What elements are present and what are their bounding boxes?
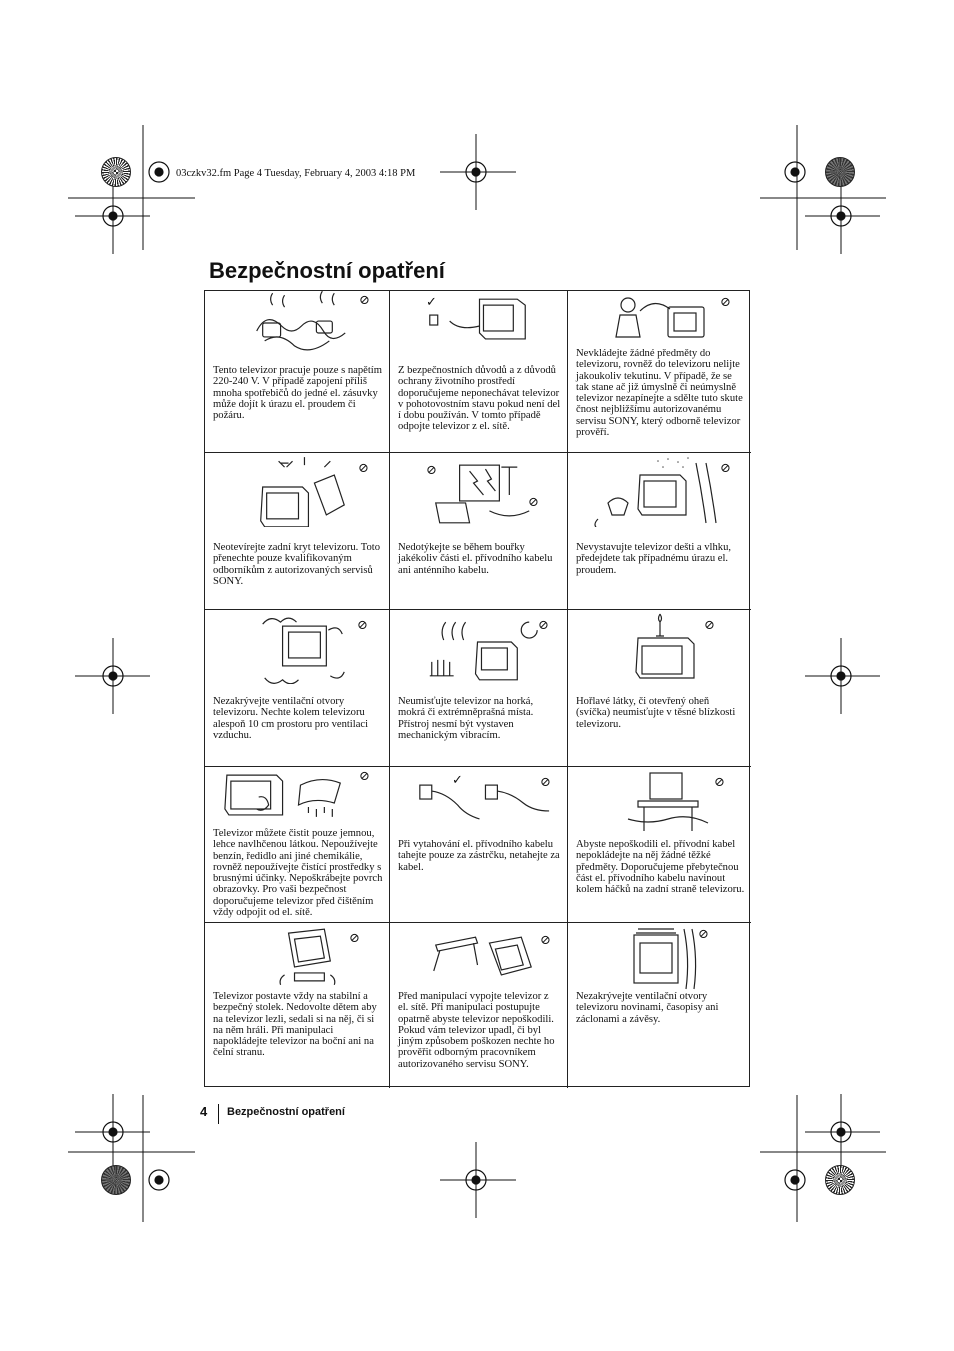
prohibited-icon: ⊘ xyxy=(704,617,715,632)
allowed-check-icon: ✓ xyxy=(426,294,437,309)
allowed-check-icon: ✓ xyxy=(452,772,463,787)
print-header: 03czkv32.fm Page 4 Tuesday, February 4, 2003 4:18 PM xyxy=(176,168,416,179)
prohibited-icon: ⊘ xyxy=(714,774,725,789)
safety-text: Z bezpečnostních důvodů a z důvodů ochrany životního prostředí doporučujeme neponechávat televizor v pohotovostním stavu pokud není del í dobu používán. V tomto případě odpojte televizor z el. sítě. xyxy=(398,365,561,433)
prohibited-icon: ⊘ xyxy=(426,462,437,477)
safety-text: Hořlavé látky, či otevřený oheň (svíčka) neumisťujte v těsné blízkosti televizoru. xyxy=(576,696,736,730)
safety-text: Abyste nepoškodili el. přívodní kabel nepokládejte na něj žádné těžké předměty. Doporučujeme přebytečnou část el. přívodního kabelu navinout kolem háčků na zadní straně televizoru. xyxy=(576,839,745,896)
safety-text: Nedotýkejte se během bouřky jakékoliv části el. přívodního kabelu ani anténního kabelu. xyxy=(398,542,553,576)
registration-rosette xyxy=(825,157,855,187)
prohibited-icon: ⊘ xyxy=(720,460,731,475)
safety-text: Televizor postavte vždy na stabilní a bezpečný stolek. Nedovolte dětem aby na televizor lezli, sedali si na něj, či si na něm hráli. Při manipulaci napokládejte televizor na boční ani na čelní stranu. xyxy=(213,991,377,1059)
prohibited-icon: ⊘ xyxy=(698,926,709,941)
safety-text: Při vytahování el. přívodního kabelu tahejte pouze za zástrčku, netahejte za kabel. xyxy=(398,839,560,873)
prohibited-icon: ⊘ xyxy=(359,292,370,307)
safety-text: Tento televizor pracuje pouze s napětím 220-240 V. V případě zapojení příliš mnoha spotřebičů do jedné el. zásuvky může dojít k úrazu el. proudem či požáru. xyxy=(213,365,382,422)
footer-section-title: Bezpečnostní opatření xyxy=(227,1106,345,1118)
prohibited-icon: ⊘ xyxy=(528,494,539,509)
prohibited-icon: ⊘ xyxy=(540,774,551,789)
safety-text: Neotevírejte zadní kryt televizoru. Toto přenechte pouze kvalifikovaným odborníkům z autorizovaných servisů SONY. xyxy=(213,542,381,587)
prohibited-icon: ⊘ xyxy=(358,460,369,475)
safety-text: Televizor můžete čistit pouze jemnou, lehce navlhčenou látkou. Nepoužívejte benzín, ředidlo ani jiné chemikálie, rovněž nepoužívejte čistící prostředky s brusnými účinky. Nepoškrábejte povrch obrazovky. Pro vaši bezpečnost doporučujeme televizor před čištěním vždy odpojit od el. sítě. xyxy=(213,828,383,919)
safety-text: Před manipulací vypojte televizor z el. sítě. Při manipulaci postupujte opatrně abyste televizor nepoškodili. Pokud vám televizor upadl, či byl jiným způsobem poškozen nechte ho prověřit odborným pracovníkem autorizovaného servisu SONY. xyxy=(398,991,555,1070)
prohibited-icon: ⊘ xyxy=(538,617,549,632)
registration-rosette xyxy=(101,1165,131,1195)
registration-rosette xyxy=(101,157,131,187)
safety-text: Nevystavujte televizor dešti a vlhku, předejdete tak případnému úrazu el. proudem. xyxy=(576,542,732,576)
prohibited-icon: ⊘ xyxy=(540,932,551,947)
safety-text: Nezakrývejte ventilační otvory televizoru. Nechte kolem televizoru alespoň 10 cm prostoru pro ventilaci vzduchu. xyxy=(213,696,369,741)
prohibited-icon: ⊘ xyxy=(349,930,360,945)
prohibited-icon: ⊘ xyxy=(720,294,731,309)
page-number: 4 xyxy=(200,1104,208,1119)
safety-text: Nezakrývejte ventilační otvory televizoru novinami, časopisy ani záclonami a závěsy. xyxy=(576,991,719,1025)
registration-rosette xyxy=(825,1165,855,1195)
prohibited-icon: ⊘ xyxy=(357,617,368,632)
prohibited-icon: ⊘ xyxy=(359,768,370,783)
safety-text: Neumisťujte televizor na horká, mokrá či extrémněprašná místa. Přístroj nesmí být vystaven mechanickým vibracím. xyxy=(398,696,534,741)
page-title: Bezpečnostní opatření xyxy=(209,258,445,283)
safety-text: Nevkládejte žádné předměty do televizoru, rovněž do televizoru nelijte jakoukoliv tekutinu. V případě, že se tak stane ač již úmyslně či neúmyslně televizor nezapínejte a sdělte tuto skute čnost nejbližšímu autorizovanému servisu SONY, který odborně televizor prověří. xyxy=(576,348,743,439)
